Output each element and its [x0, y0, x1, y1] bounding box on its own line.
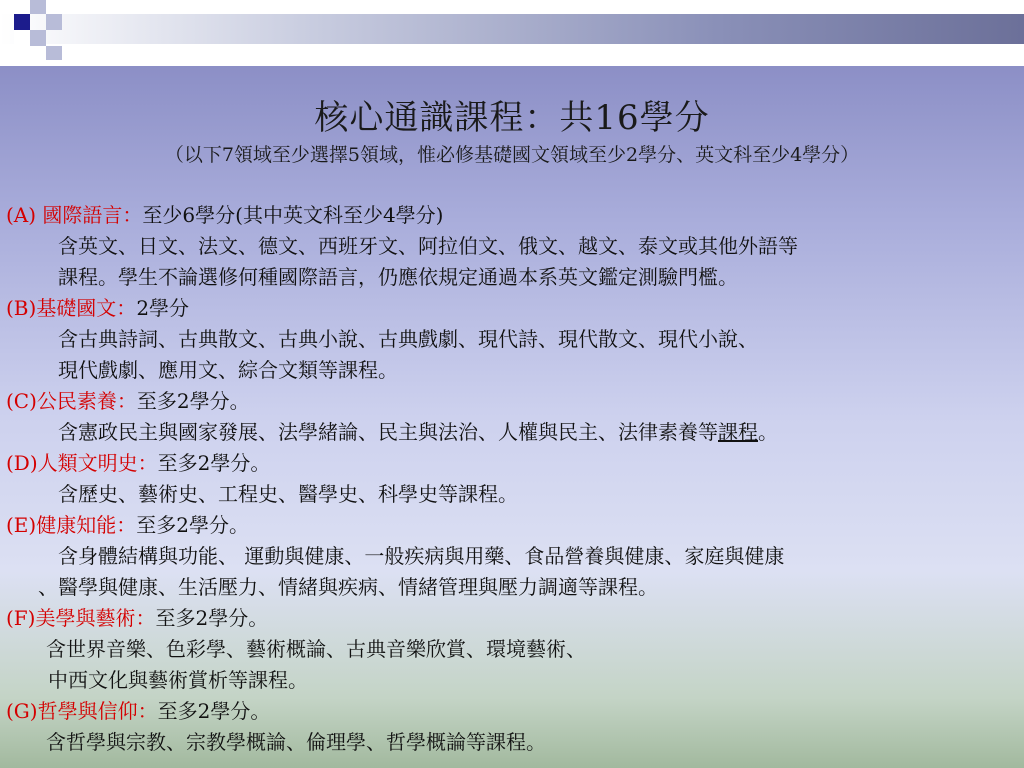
- section-line: 課程。學生不論選修何種國際語言，仍應依規定通過本系英文鑑定測驗門檻。: [58, 265, 738, 289]
- section-name: 國際語言：: [42, 203, 143, 227]
- section-credit: 至多2學分。: [136, 389, 250, 413]
- section-line: 含歷史、藝術史、工程史、醫學史、科學史等課程。: [58, 482, 518, 506]
- decor-square: [30, 0, 46, 14]
- section-line: 含古典詩詞、古典散文、古典小說、古典戲劇、現代詩、現代散文、現代小說、: [58, 327, 758, 351]
- section-credit: 至少6學分(其中英文科至少4學分): [142, 203, 444, 227]
- section-name: 人類文明史：: [37, 451, 158, 475]
- section-heading: [6, 447, 270, 476]
- section-heading: [6, 509, 249, 538]
- section-credit: 至多2學分。: [136, 513, 249, 537]
- section-code: (E): [6, 513, 37, 537]
- section-credit: 至多2學分。: [155, 606, 269, 630]
- section-line: 含世界音樂、色彩學、藝術概論、古典音樂欣賞、環境藝術、: [46, 637, 586, 661]
- section-name: 健康知能：: [36, 513, 137, 537]
- section-credit: 至多2學分。: [157, 451, 271, 475]
- decor-square: [30, 30, 46, 46]
- section-name: 基礎國文：: [36, 296, 137, 320]
- section-code: (A): [6, 203, 37, 227]
- section-heading: [6, 199, 443, 228]
- section-code: (G): [6, 699, 38, 723]
- page-title: 核心通識課程：共16學分: [314, 98, 710, 138]
- decor-square: [46, 14, 62, 30]
- section-heading: [6, 602, 268, 631]
- header-band: [0, 0, 1024, 66]
- section-heading: [6, 292, 189, 321]
- section-heading: [6, 385, 250, 414]
- page-subtitle: （以下7領域至少選擇5領域，惟必修基礎國文領域至少2學分、英文科至少4學分）: [164, 144, 860, 166]
- section-name: 哲學與信仰：: [37, 699, 158, 723]
- section-heading: [6, 695, 270, 724]
- section-name: 美學與藝術：: [35, 606, 156, 630]
- section-line: 含哲學與宗教、宗教學概論、倫理學、哲學概論等課程。: [46, 730, 546, 754]
- section-line: 含身體結構與功能、 運動與健康、一般疾病與用藥、食品營養與健康、家庭與健康: [58, 544, 785, 568]
- section-credit: 至多2學分。: [157, 699, 271, 723]
- decor-square: [62, 0, 76, 14]
- section-line-end: 。: [758, 420, 778, 444]
- section-code: (D): [6, 451, 38, 475]
- decor-square: [46, 46, 62, 60]
- section-code: (B): [6, 296, 37, 320]
- slide-body: [0, 66, 1024, 768]
- section-code: (F): [6, 606, 36, 630]
- decor-square: [14, 30, 30, 46]
- header-gradient-bar: [0, 14, 1024, 44]
- decor-square: [14, 14, 30, 30]
- section-line: 、醫學與健康、生活壓力、情緒與疾病、情緒管理與壓力調適等課程。: [38, 575, 658, 599]
- section-line: 現代戲劇、應用文、綜合文類等課程。: [58, 358, 398, 382]
- section-code: (C): [6, 389, 37, 413]
- section-credit: 2學分: [136, 296, 190, 320]
- section-line-text: 含憲政民主與國家發展、法學緒論、民主與法治、人權與民主、法律素養等: [58, 420, 718, 444]
- section-line: [58, 416, 778, 445]
- section-line-underlined: 課程: [718, 420, 758, 444]
- section-line: 含英文、日文、法文、德文、西班牙文、阿拉伯文、俄文、越文、泰文或其他外語等: [58, 234, 798, 258]
- section-line: 中西文化與藝術賞析等課程。: [48, 668, 308, 692]
- section-name: 公民素養：: [36, 389, 137, 413]
